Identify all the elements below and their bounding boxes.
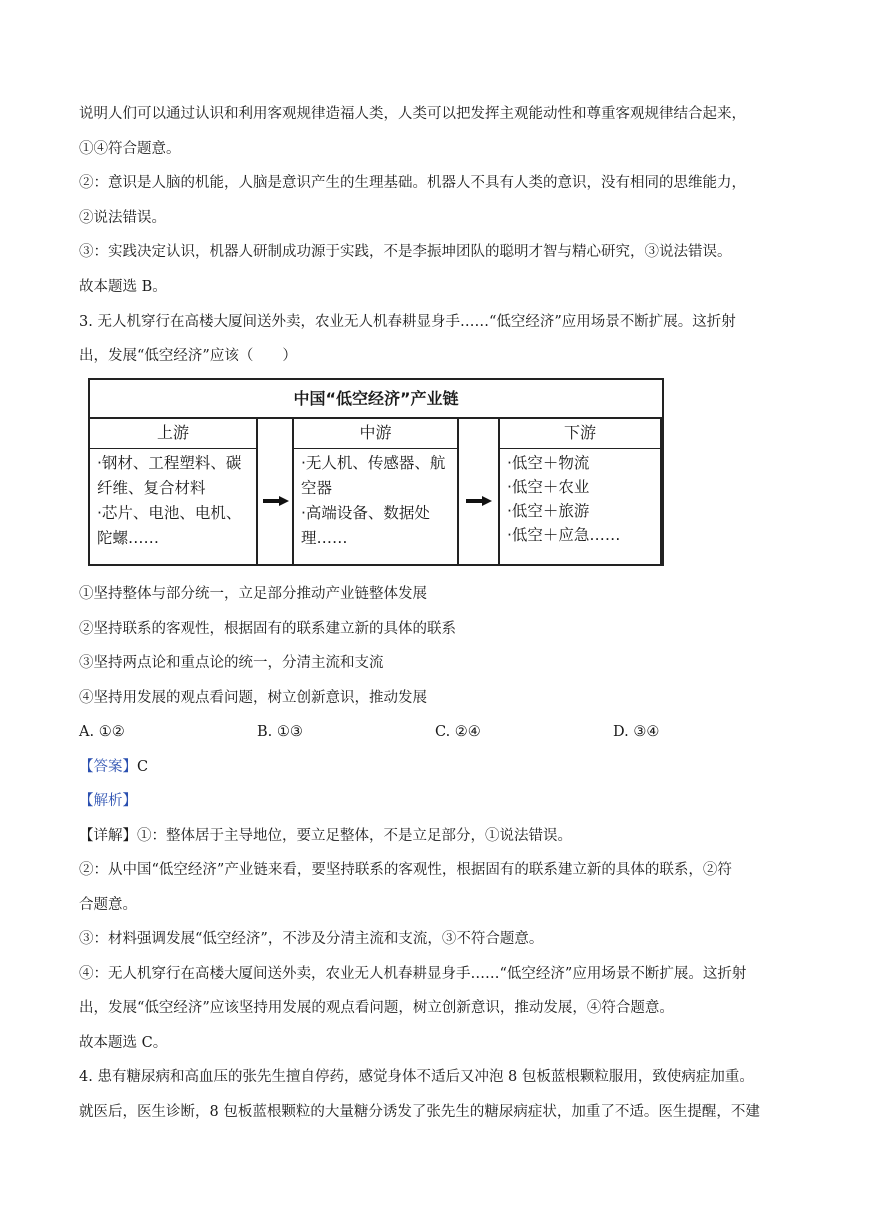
option-b: B. ①③ [257,724,303,740]
paragraph-line: 说明人们可以通过认识和利用客观规律造福人类，人类可以把发挥主观能动性和尊重客观规律结合起来， [79,106,746,122]
midstream-item: ·无人机、传感器、航空器 [301,454,446,497]
analysis-line [79,791,799,811]
paragraph-line: 故本题选 B。 [79,279,167,295]
question-stem: 3. 无人机穿行在高楼大厦间送外卖，农业无人机春耕显身手……“低空经济”应用场景不断扩展。这折射 [79,314,736,330]
explanation-line: ②：从中国“低空经济”产业链来看，要坚持联系的客观性，根据固有的联系建立新的具体的联系，②符 [79,862,732,878]
explanation-line: 合题意。 [79,897,137,913]
paragraph-line: ②：意识是人脑的机能，人脑是意识产生的生理基础。机器人不具有人类的意识，没有相同的思维能力， [79,175,746,191]
question-stem: 出，发展“低空经济”应该（ ） [79,348,297,364]
explanation-line: ③：材料强调发展“低空经济”，不涉及分清主流和支流，③不符合题意。 [79,931,544,947]
downstream-item: ·低空＋物流 [507,454,590,472]
downstream-header: 下游 [500,417,660,449]
arrow-right-icon [263,496,289,506]
answer-label: 【答案】 [79,759,137,775]
downstream-items [507,451,656,547]
statement-item: ③坚持两点论和重点论的统一，分清主流和支流 [79,655,384,671]
paragraph-line: ②说法错误。 [79,210,166,226]
upstream-items [97,451,252,551]
downstream-item: ·低空＋农业 [507,478,590,496]
question-stem: 4. 患有糖尿病和高血压的张先生擅自停药，感觉身体不适后又冲泡 8 包板蓝根颗粒服用，致使病症加重。 [79,1069,754,1085]
option-a: A. ①② [79,724,125,740]
paragraph-line: ③：实践决定认识，机器人研制成功源于实践，不是李振坤团队的聪明才智与精心研究，③说法错误。 [79,244,732,260]
midstream-item: ·高端设备、数据处理…… [301,504,430,547]
upstream-item: ·芯片、电池、电机、陀螺…… [97,504,242,547]
upstream-column [88,417,258,564]
downstream-column [498,417,662,564]
detail-line [79,826,799,846]
answer-line [79,757,799,777]
detail-text: ①：整体居于主导地位，要立足整体，不是立足部分，①说法错误。 [137,828,572,844]
explanation-line: ④：无人机穿行在高楼大厦间送外卖，农业无人机春耕显身手……“低空经济”应用场景不断扩展。这折射 [79,966,747,982]
midstream-items [301,451,453,551]
answer-value: C [137,759,149,775]
midstream-column [292,417,459,564]
statement-item: ④坚持用发展的观点看问题，树立创新意识，推动发展 [79,690,427,706]
explanation-line: 故本题选 C。 [79,1035,168,1051]
figure-title: 中国“低空经济”产业链 [90,380,662,419]
explanation-line: 出，发展“低空经济”应该坚持用发展的观点看问题，树立创新意识，推动发展，④符合题意。 [79,1000,674,1016]
arrow-right-icon [466,496,492,506]
paragraph-line: ①④符合题意。 [79,141,181,157]
statement-item: ②坚持联系的客观性，根据固有的联系建立新的具体的联系 [79,621,456,637]
question-stem: 就医后，医生诊断，8 包板蓝根颗粒的大量糖分诱发了张先生的糖尿病症状，加重了不适。医生提醒，不建 [79,1104,760,1120]
midstream-header: 中游 [294,417,457,449]
downstream-item: ·低空＋旅游 [507,502,590,520]
analysis-label: 【解析】 [79,793,137,809]
statement-item: ①坚持整体与部分统一，立足部分推动产业链整体发展 [79,586,427,602]
option-c: C. ②④ [435,724,481,740]
option-d: D. ③④ [613,724,660,740]
industry-chain-figure [88,378,664,568]
upstream-header: 上游 [90,417,256,449]
downstream-item: ·低空＋应急…… [507,526,621,544]
upstream-item: ·钢材、工程塑料、碳纤维、复合材料 [97,454,242,497]
detail-label: 【详解】 [79,828,137,844]
